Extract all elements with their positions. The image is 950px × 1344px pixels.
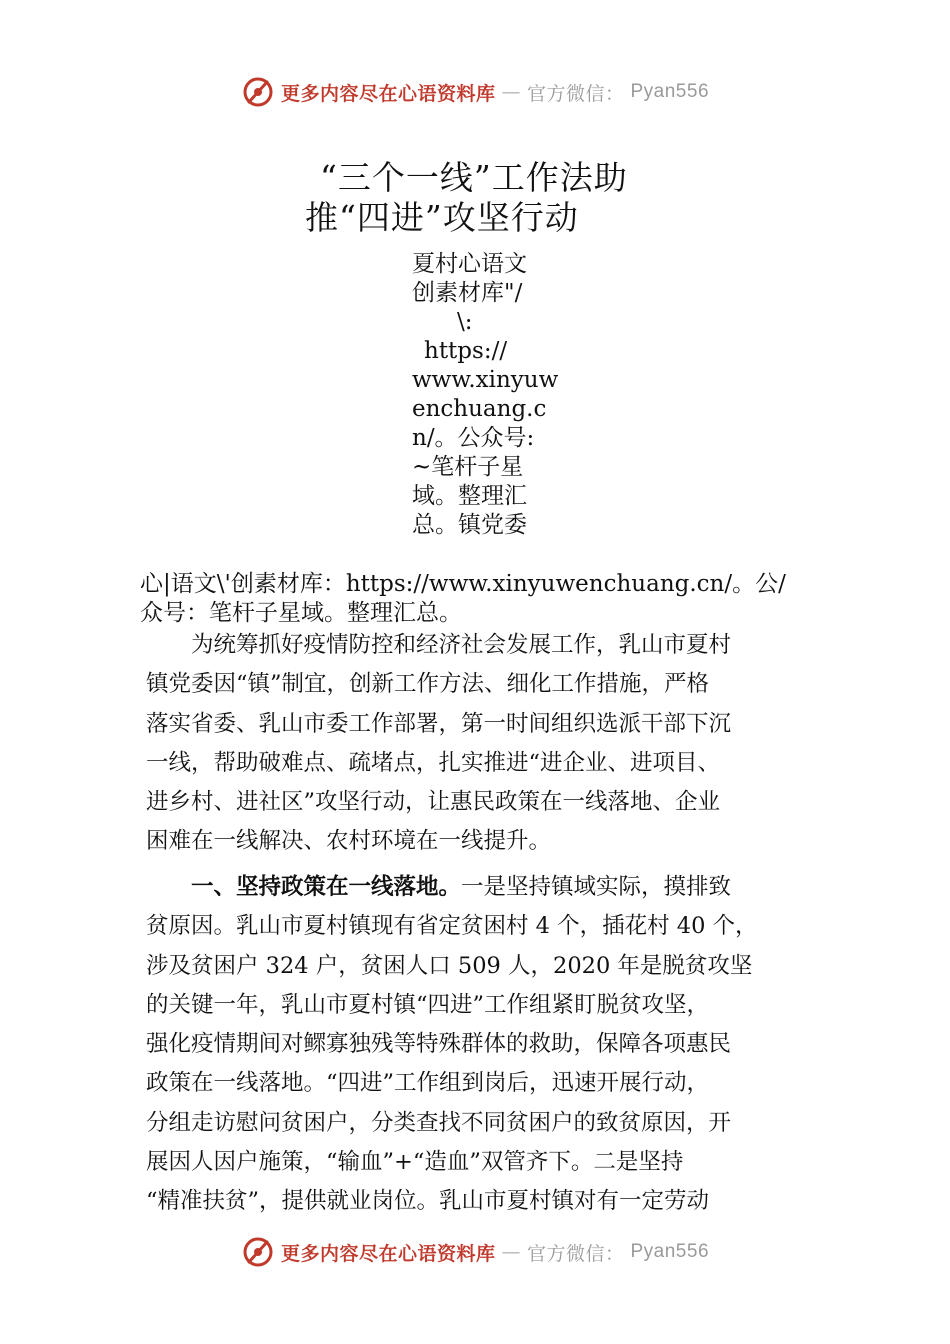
- paragraph-line: 涉及贫困户 324 户，贫困人口 509 人，2020 年是脱贫攻坚: [146, 952, 753, 979]
- source-block-line: 域。整理汇: [412, 483, 527, 509]
- paragraph-first-rest: 一是坚持镇域实际，摸排致: [461, 874, 732, 900]
- source-block-line: \:: [457, 309, 473, 335]
- paragraph-line: 分组走访慰问贫困户，分类查找不同贫困户的致贫原因，开: [146, 1109, 732, 1136]
- banner-sub-text: 官方微信：: [526, 1242, 625, 1265]
- paragraph-line: 为统筹抓好疫情防控和经济社会发展工作，乳山市夏村: [191, 632, 732, 658]
- source-block-line: n/。公众号:: [412, 425, 535, 451]
- source-line: [140, 570, 830, 628]
- paragraph-intro: [146, 626, 816, 862]
- paragraph-line: 一线，帮助破难点、疏堵点，扎实推进“进企业、进项目、: [146, 749, 721, 776]
- source-block-line: 创素材库"/: [412, 280, 523, 306]
- header-banner: [0, 72, 950, 112]
- pen-logo-icon: [241, 75, 275, 109]
- source-line-text: 心|语文\'创素材库：https://www.xinyuwenchuang.cn/。公/: [140, 571, 786, 597]
- document-title: [260, 158, 690, 238]
- source-block: [412, 250, 582, 540]
- source-line-text: 众号：笔杆子星域。整理汇总。: [140, 600, 462, 626]
- paragraph-line: 进乡村、进社区”攻坚行动，让惠民政策在一线落地、企业: [146, 789, 721, 816]
- banner-dash: —: [501, 1241, 521, 1263]
- banner-main-text: 更多内容尽在心语资料库: [280, 1242, 496, 1265]
- paragraph-line: 落实省委、乳山市委工作部署，第一时间组织选派干部下沉: [146, 710, 732, 737]
- banner-dash: —: [501, 81, 521, 103]
- paragraph-line: 镇党委因“镇”制宜，创新工作方法、细化工作措施，严格: [146, 671, 710, 698]
- source-block-line: www.xinyuw: [412, 367, 559, 393]
- paragraph-line: 困难在一线解决、农村环境在一线提升。: [146, 828, 552, 855]
- paragraph-line: 展因人因户施策，“输血”+“造血”双管齐下。二是坚持: [146, 1149, 684, 1176]
- title-line-1: “三个一线”工作法助: [320, 158, 628, 197]
- paragraph-line: 政策在一线落地。“四进”工作组到岗后，迅速开展行动，: [146, 1070, 710, 1097]
- banner-sub-text: 官方微信：: [526, 82, 625, 105]
- source-block-line: 夏村心语文: [412, 251, 527, 277]
- title-line-2: 推“四进”攻坚行动: [305, 198, 579, 237]
- source-block-line: ~笔杆子星: [412, 454, 524, 480]
- banner-wechat-id: Pyan556: [630, 81, 710, 102]
- paragraph-line: 强化疫情期间对鳏寡独残等特殊群体的救助，保障各项惠民: [146, 1031, 732, 1058]
- banner-main-text: 更多内容尽在心语资料库: [280, 82, 496, 105]
- footer-banner: [0, 1232, 950, 1272]
- paragraph-line: 的关键一年，乳山市夏村镇“四进”工作组紧盯脱贫攻坚，: [146, 991, 710, 1018]
- paragraph-line: [146, 868, 816, 907]
- section-heading: 一、坚持政策在一线落地。: [191, 874, 462, 900]
- source-block-line: enchuang.c: [412, 396, 547, 422]
- source-block-line: https://: [424, 338, 508, 364]
- paragraph-line: “精准扶贫”，提供就业岗位。乳山市夏村镇对有一定劳动: [146, 1188, 710, 1215]
- source-block-line: 总。镇党委: [412, 512, 527, 538]
- pen-logo-icon: [241, 1235, 275, 1269]
- paragraph-line: 贫原因。乳山市夏村镇现有省定贫困村 4 个，插花村 40 个，: [146, 913, 758, 940]
- paragraph-section-1: [146, 868, 816, 1222]
- banner-wechat-id: Pyan556: [630, 1241, 710, 1262]
